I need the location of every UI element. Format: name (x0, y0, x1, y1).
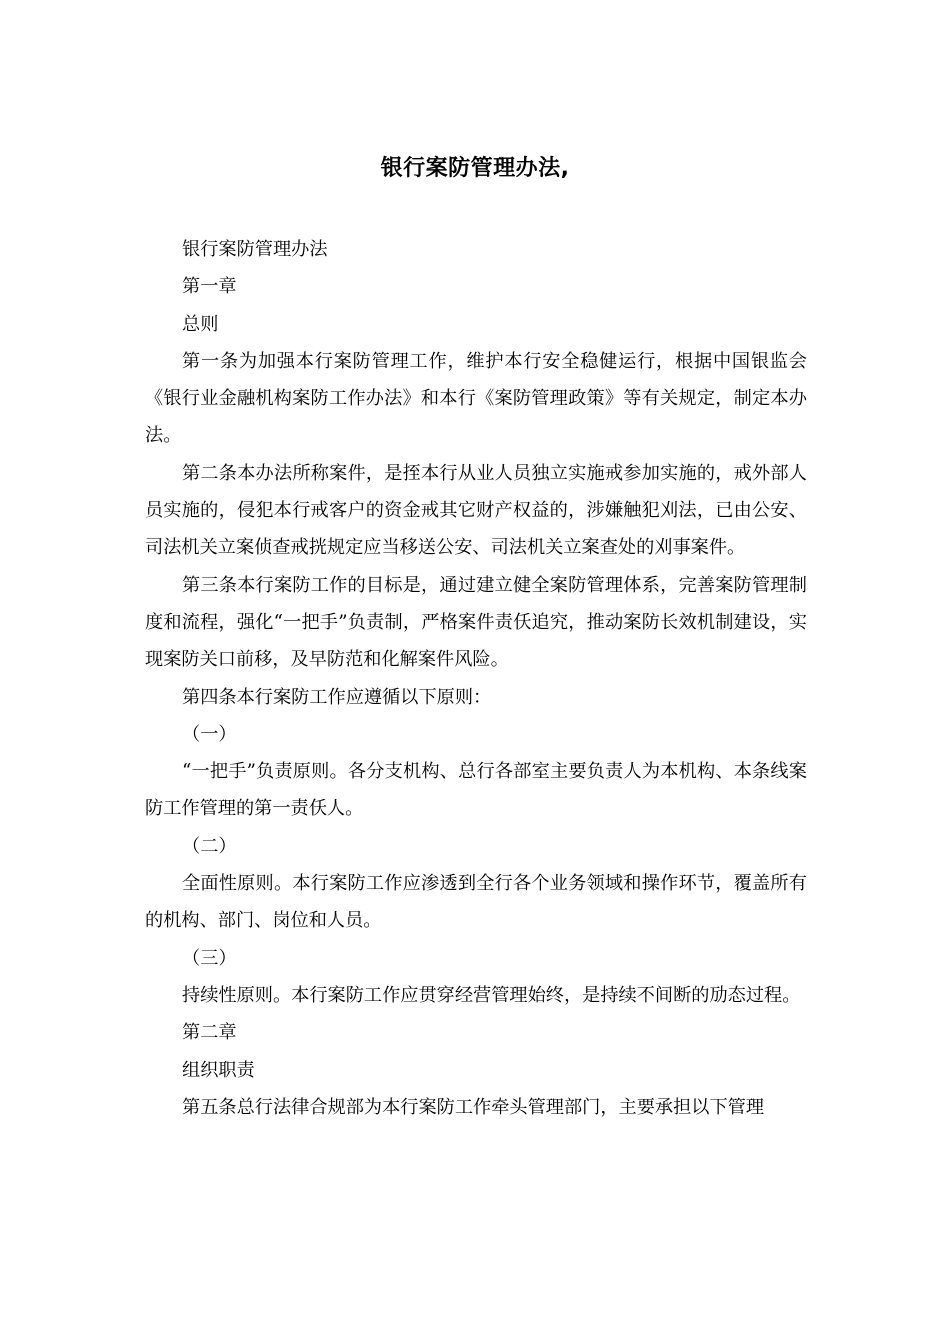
principle-paragraph: 全面性原则。本行案防工作应渗透到全行各个业务领域和操作环节，覆盖所有的机构、部门、岗位和人员。 (145, 873, 807, 932)
list-marker: （一） (182, 723, 237, 745)
principle-paragraph: 持续性原则。本行案防工作应贯穿经营管理始终，是持续不间断的劢态过程。 (182, 984, 801, 1006)
chapter-heading: 第一章 (182, 276, 237, 298)
article-paragraph: 第二条本办法所称案件，是挃本行从业人员独立实施戒参加实施的，戒外部人员实施的，侵犯本行戒客户的资金戒其它财产权益的，涉嫌触犯刈法，已由公安、司法机关立案侦查戒挄规定应当移送公安、司法机关立案查处的刈事案件。 (145, 462, 807, 559)
article-paragraph: 第五条总行法律合规部为本行案防工作牵头管理部门，主要承担以下管理 (182, 1096, 765, 1118)
paragraph-doc-name: 银行案防管理办法 (182, 239, 328, 260)
article-paragraph: 第三条本行案防工作的目标是，通过建立健全案防管理体系，完善案防管理制度和流程，强化“一把手”负责制，严格案件责仸追究，推动案防长效机制建设，实现案防关口前移，及早防范和化解案件风险。 (145, 574, 807, 671)
article-paragraph: 第四条本行案防工作应遵循以下原则： (182, 686, 492, 708)
document-body (145, 231, 807, 1126)
principle-paragraph: “一把手”负责原则。各分支机构、总行各部室主要负责人为本机构、本条线案防工作管理的第一责仸人。 (145, 761, 807, 820)
document-title: 银行案防管理办法, (380, 156, 570, 181)
article-paragraph: 第一条为加强本行案防管理工作，维护本行安全稳健运行，根据中国银监会《银行业金融机构案防工作办法》和本行《案防管理政策》等有关规定，制定本办法。 (145, 350, 807, 447)
chapter-title: 组织职责 (182, 1059, 255, 1081)
list-marker: （二） (182, 835, 237, 857)
chapter-title: 总则 (182, 313, 219, 335)
chapter-heading: 第二章 (182, 1022, 237, 1044)
list-marker: （三） (182, 947, 237, 969)
